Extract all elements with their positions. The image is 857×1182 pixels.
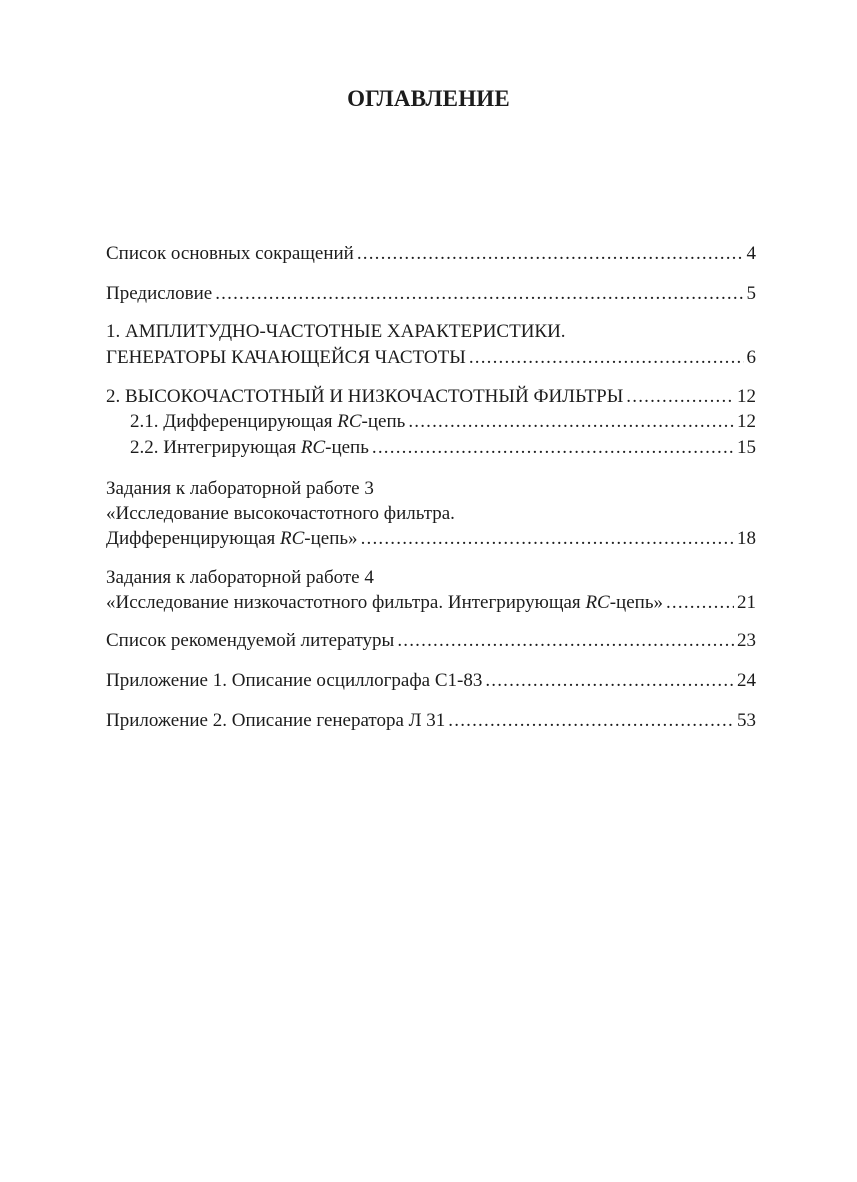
toc-page-number: 53 bbox=[737, 710, 756, 731]
toc-entry-title bbox=[130, 435, 369, 461]
toc-entry-title-prefix: Дифференцирующая bbox=[106, 528, 281, 549]
dot-leader bbox=[215, 281, 743, 307]
toc-entry-lab-3-line-1[interactable] bbox=[106, 476, 756, 502]
toc-entry-title: Приложение 1. Описание осциллографа С1-83 bbox=[106, 670, 483, 691]
toc-entry-title: 1. АМПЛИТУДНО-ЧАСТОТНЫЕ ХАРАКТЕРИСТИКИ. bbox=[106, 321, 566, 342]
toc-entry-title: ГЕНЕРАТОРЫ КАЧАЮЩЕЙСЯ ЧАСТОТЫ bbox=[106, 347, 466, 368]
dot-leader bbox=[357, 241, 744, 267]
dot-leader bbox=[666, 590, 734, 616]
toc-entry-title bbox=[106, 526, 358, 552]
toc-entry-references[interactable] bbox=[106, 628, 756, 654]
toc-entry-title-italic: RC bbox=[280, 528, 305, 549]
toc-entry-appendix-1[interactable] bbox=[106, 668, 756, 694]
toc-entry-title bbox=[106, 590, 663, 616]
dot-leader bbox=[485, 668, 734, 694]
toc-entry-title: Список основных сокращений bbox=[106, 243, 354, 264]
toc-page-number: 23 bbox=[737, 630, 756, 651]
page-title: ОГЛАВЛЕНИЕ bbox=[347, 86, 510, 111]
toc-entry-title: Приложение 2. Описание генератора Л 31 bbox=[106, 710, 446, 731]
toc-page-number: 18 bbox=[737, 528, 756, 549]
toc-entry-lab-4[interactable] bbox=[106, 590, 756, 616]
toc-page-number: 12 bbox=[737, 411, 756, 432]
toc-entry-lab-3[interactable] bbox=[106, 526, 756, 552]
toc-entry-title-prefix: 2.2. Интегрирующая bbox=[130, 437, 301, 458]
toc-entry-section-2-1[interactable] bbox=[130, 409, 756, 435]
toc-entry-title: Предисловие bbox=[106, 283, 213, 304]
toc-entry-lab-4-line-1[interactable] bbox=[106, 565, 756, 591]
dot-leader bbox=[372, 435, 734, 461]
toc-entry-section-2-2[interactable] bbox=[130, 435, 756, 461]
toc-entry-abbreviations[interactable] bbox=[106, 241, 756, 267]
toc-entry-chapter-1[interactable] bbox=[106, 345, 756, 371]
dot-leader bbox=[469, 345, 744, 371]
toc-entry-title: 2. ВЫСОКОЧАСТОТНЫЙ И НИЗКОЧАСТОТНЫЙ ФИЛЬТРЫ bbox=[106, 386, 624, 407]
toc-page-number: 24 bbox=[737, 670, 756, 691]
dot-leader bbox=[361, 526, 734, 552]
toc-entry-title-prefix: «Исследование низкочастотного фильтра. Интегрирующая bbox=[106, 592, 586, 613]
dot-leader bbox=[408, 409, 734, 435]
toc-entry-title-suffix: -цепь bbox=[361, 411, 406, 432]
toc-entry-title-suffix: -цепь» bbox=[304, 528, 358, 549]
toc-entry-title: Задания к лабораторной работе 4 bbox=[106, 567, 374, 588]
toc-page-number: 21 bbox=[737, 592, 756, 613]
toc-entry-title-italic: RC bbox=[585, 592, 610, 613]
toc-entry-title-suffix: -цепь» bbox=[609, 592, 663, 613]
dot-leader bbox=[397, 628, 734, 654]
toc-entry-preface[interactable] bbox=[106, 281, 756, 307]
toc-page-number: 5 bbox=[746, 283, 756, 304]
toc-page-number: 6 bbox=[746, 347, 756, 368]
toc-entry-title: «Исследование высокочастотного фильтра. bbox=[106, 503, 455, 524]
toc-page-number: 15 bbox=[737, 437, 756, 458]
toc-entry-title-italic: RC bbox=[300, 437, 326, 458]
toc-entry-title: Задания к лабораторной работе 3 bbox=[106, 478, 374, 499]
toc-entry-title: Список рекомендуемой литературы bbox=[106, 630, 395, 651]
toc-entry-title bbox=[130, 409, 405, 435]
toc-entry-chapter-2[interactable] bbox=[106, 384, 756, 410]
toc-entry-title-suffix: -цепь bbox=[325, 437, 369, 458]
toc-entry-lab-3-line-2[interactable] bbox=[106, 501, 756, 527]
toc-page-number: 4 bbox=[746, 243, 756, 264]
toc-entry-title-italic: RC bbox=[337, 411, 362, 432]
toc-entry-appendix-2[interactable] bbox=[106, 708, 756, 734]
dot-leader bbox=[448, 708, 734, 734]
toc-page-number: 12 bbox=[737, 386, 756, 407]
toc-entry-chapter-1-line-1[interactable] bbox=[106, 319, 756, 345]
toc-entry-title-prefix: 2.1. Дифференцирующая bbox=[130, 411, 338, 432]
dot-leader bbox=[626, 384, 734, 410]
